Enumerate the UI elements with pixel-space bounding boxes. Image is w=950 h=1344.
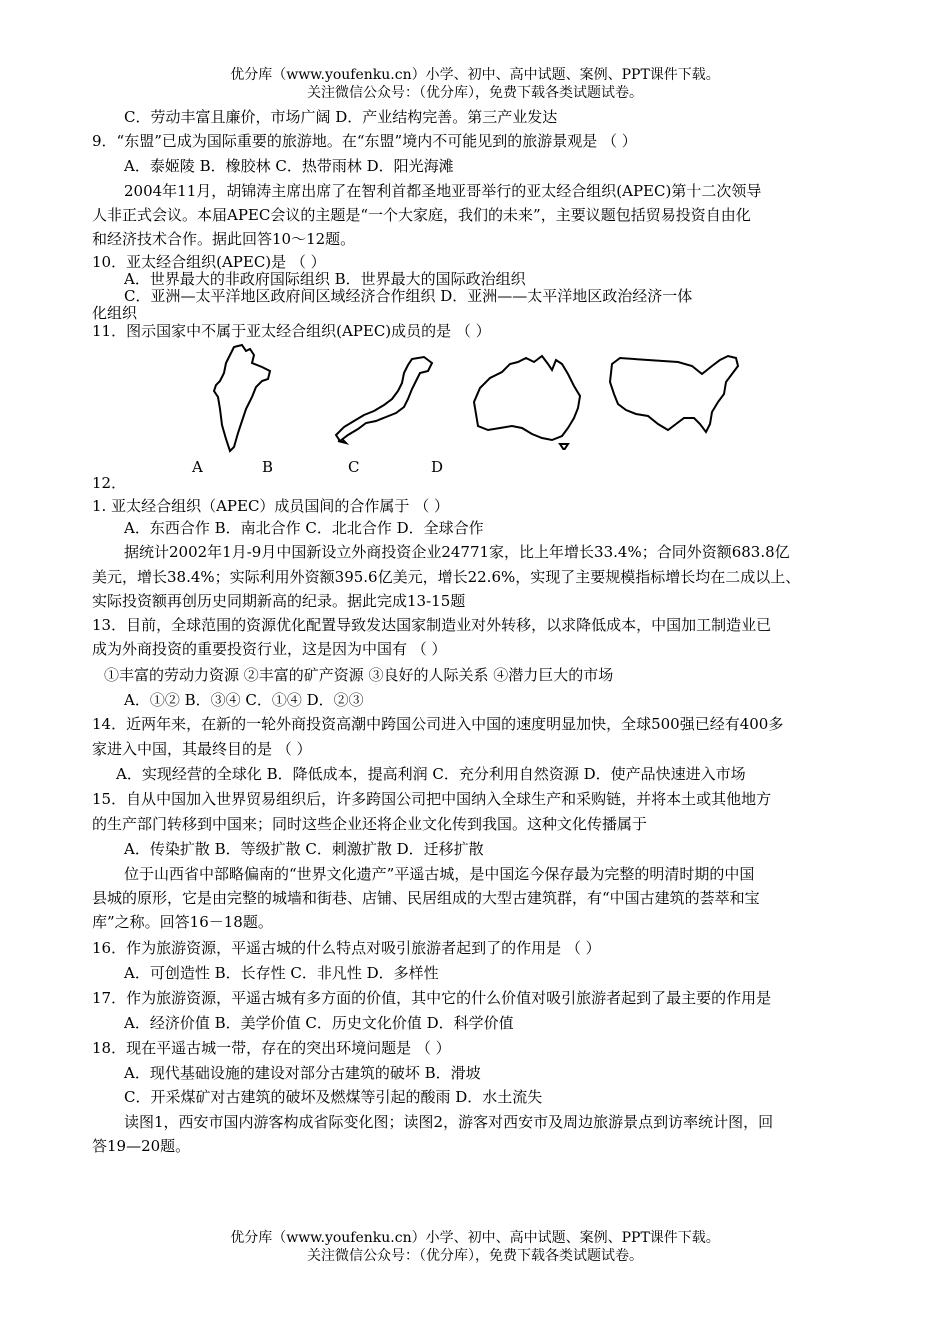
text-line: 县城的原形，它是由完整的城墙和街巷、店铺、民居组成的大型古建筑群，有“中国古建筑的荟萃和宝 <box>92 889 760 907</box>
text-line: C．亚洲—太平洋地区政府间区域经济合作组织 D．亚洲——太平洋地区政治经济一体 <box>124 287 693 305</box>
header-line-2: 关注微信公众号：（优分库），免费下载各类试题试卷。 <box>307 85 643 101</box>
text-line: 15．自从中国加入世界贸易组织后，许多跨国公司把中国纳入全球生产和采购链，并将本土或其他地方 <box>92 790 772 808</box>
text-line: 18．现在平遥古城一带，存在的突出环境问题是 （ ） <box>92 1039 451 1057</box>
text-line: A．东西合作 B．南北合作 C．北北合作 D．全球合作 <box>124 519 484 537</box>
text-line: 实际投资额再创历史同期新高的纪录。据此完成13-15题 <box>92 592 466 610</box>
text-line: 1. 亚太经合组织（APEC）成员国间的合作属于 （ ） <box>92 497 449 515</box>
japan-map-icon <box>332 355 444 445</box>
text-line: 据统计2002年1月-9月中国新设立外商投资企业24771家，比上年增长33.4%；合同外资额683.8亿 <box>124 543 790 561</box>
text-line: 2004年11月，胡锦涛主席出席了在智利首都圣地亚哥举行的亚太经合组织(APEC)第十二次领导 <box>124 182 762 200</box>
text-line: 16．作为旅游资源，平遥古城的什么特点对吸引旅游者起到了的作用是 （ ） <box>92 939 601 957</box>
text-line: 11．图示国家中不属于亚太经合组织(APEC)成员的是 （ ） <box>92 322 491 340</box>
usa-map-icon <box>608 352 748 438</box>
text-line: 家进入中国，其最终目的是 （ ） <box>92 740 312 758</box>
australia-map-icon <box>472 350 584 450</box>
text-line: 17．作为旅游资源，平遥古城有多方面的价值，其中它的什么价值对吸引旅游者起到了最主要的作用是 <box>92 989 772 1007</box>
text-line: 13．目前，全球范围的资源优化配置导致发达国家制造业对外转移，以求降低成本，中国加工制造业已 <box>92 616 772 634</box>
text-line: ①丰富的劳动力资源 ②丰富的矿产资源 ③良好的人际关系 ④潜力巨大的市场 <box>104 666 614 684</box>
map-label-d: D <box>431 458 444 476</box>
text-line: A．经济价值 B．美学价值 C．历史文化价值 D．科学价值 <box>124 1014 514 1032</box>
text-line: 化组织 <box>92 304 138 322</box>
text-line: A．现代基础设施的建设对部分古建筑的破坏 B．滑坡 <box>124 1064 481 1082</box>
text-line: 14．近两年来，在新的一轮外商投资高潮中跨国公司进入中国的速度明显加快，全球500强已经有400多 <box>92 715 784 733</box>
text-line: 美元，增长38.4%；实际利用外资额395.6亿美元，增长22.6%，实现了主要规模指标增长均在二成以上、 <box>92 568 801 586</box>
map-label-c: C <box>348 458 360 476</box>
text-line: 位于山西省中部略偏南的“世界文化遗产”平遥古城，是中国迄今保存最为完整的明清时期的中国 <box>124 865 755 883</box>
footer-line-1: 优分库（www.youfenku.cn）小学、初中、高中试题、案例、PPT课件下载。 <box>230 1230 720 1246</box>
text-line: 成为外商投资的重要投资行业，这是因为中国有 （ ） <box>92 640 447 658</box>
text-line: 答19—20题。 <box>92 1137 191 1155</box>
text-line: 读图1，西安市国内游客构成省际变化图；读图2，游客对西安市及周边旅游景点到访率统计图，回 <box>124 1113 774 1131</box>
text-line: 和经济技术合作。据此回答10～12题。 <box>92 230 356 248</box>
text-line: A．可创造性 B．长存性 C．非凡性 D．多样性 <box>124 964 439 982</box>
text-line: A．①② B．③④ C．①④ D．②③ <box>124 691 364 709</box>
text-line: C．劳动丰富且廉价，市场广阔 D．产业结构完善。第三产业发达 <box>124 108 558 126</box>
text-line: C．开采煤矿对古建筑的破坏及燃煤等引起的酸雨 D．水土流失 <box>124 1088 543 1106</box>
text-line: A．泰姬陵 B．橡胶林 C．热带雨林 D．阳光海滩 <box>124 157 454 175</box>
map-label-b: B <box>262 458 274 476</box>
text-line: 的生产部门转移到中国来；同时这些企业还将企业文化传到我国。这种文化传播属于 <box>92 815 648 833</box>
footer-line-2: 关注微信公众号：（优分库），免费下载各类试题试卷。 <box>307 1248 643 1264</box>
text-line: 9．“东盟”已成为国际重要的旅游地。在“东盟”境内不可能见到的旅游景观是 （ ） <box>92 132 637 150</box>
text-line: A．实现经营的全球化 B．降低成本，提高利润 C．充分利用自然资源 D．使产品快速进入市场 <box>116 765 746 783</box>
india-map-icon <box>212 343 272 455</box>
text-line: 人非正式会议。本届APEC会议的主题是“一个大家庭，我们的未来”，主要议题包括贸易投资自由化 <box>92 206 751 224</box>
text-line: 库”之称。回答16－18题。 <box>92 913 273 931</box>
text-line: 12． <box>92 474 127 492</box>
text-line: A．世界最大的非政府国际组织 B．世界最大的国际政治组织 <box>124 270 526 288</box>
header-line-1: 优分库（www.youfenku.cn）小学、初中、高中试题、案例、PPT课件下载。 <box>230 67 720 83</box>
text-line: 10．亚太经合组织(APEC)是 （ ） <box>92 253 326 271</box>
text-line: A．传染扩散 B．等级扩散 C．刺激扩散 D．迁移扩散 <box>124 840 484 858</box>
map-label-a: A <box>192 458 203 476</box>
